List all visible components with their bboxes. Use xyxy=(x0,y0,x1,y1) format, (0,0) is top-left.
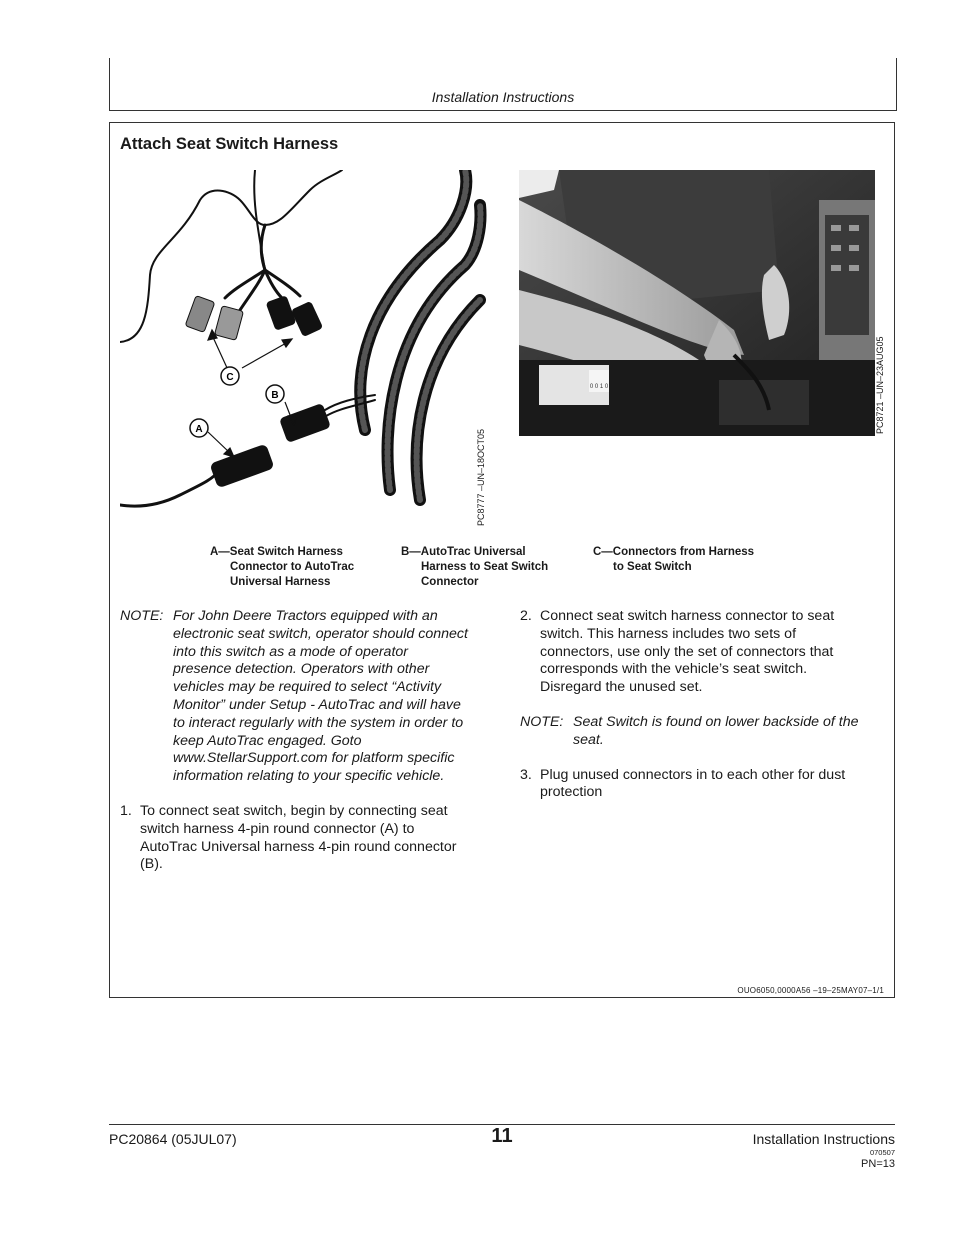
step-line: Connect seat switch harness connector to seat xyxy=(540,608,835,624)
note-line: For John Deere Tractors equipped with an xyxy=(173,608,438,624)
note-tag: NOTE: xyxy=(520,713,564,730)
connector-a xyxy=(209,444,274,489)
section-title: Attach Seat Switch Harness xyxy=(120,135,339,153)
header-title: Installation Instructions xyxy=(431,89,575,105)
step-body xyxy=(540,767,888,803)
step-body xyxy=(540,608,888,697)
footer-title: Installation Instructions xyxy=(752,1131,895,1147)
seat-photo xyxy=(519,170,875,436)
note-line: Seat Switch is found on lower backside of the xyxy=(573,713,859,730)
footer-publication: PC20864 (05JUL07) xyxy=(109,1131,237,1147)
page-header xyxy=(109,58,897,111)
note-tag: NOTE: xyxy=(120,608,164,624)
callout-c xyxy=(221,367,239,385)
legend-c xyxy=(593,545,754,575)
note-line: electronic seat switch, operator should connect xyxy=(173,625,468,642)
step-line: To connect seat switch, begin by connecting seat xyxy=(140,802,448,819)
callout-a xyxy=(190,419,208,437)
footer-code: 070507 xyxy=(869,1148,895,1157)
step-line: Plug unused connectors in to each other for dust xyxy=(540,766,846,783)
step-number: 1. xyxy=(120,802,132,819)
legend-c-label: C—Connectors from Harness xyxy=(593,546,755,558)
svg-text:C: C xyxy=(226,372,234,383)
legend-a-label: A—Seat Switch Harness xyxy=(210,546,343,558)
step-line: corresponds with the vehicle’s seat switch. xyxy=(540,661,808,678)
figure-right-id: PC8721 –UN–23AUG05 xyxy=(875,336,885,434)
photo-label-text: 0 0 1 0 xyxy=(589,384,609,390)
step-number: 2. xyxy=(520,608,532,624)
callout-b xyxy=(266,385,284,403)
note-line: presence detection. Operators with other xyxy=(173,661,430,678)
note-line: keep AutoTrac engaged. Goto xyxy=(173,732,362,749)
legend-a-line3: Universal Harness xyxy=(230,576,331,588)
svg-text:B: B xyxy=(271,390,279,401)
left-column xyxy=(120,608,500,874)
step-line: switch. This harness includes two sets of xyxy=(540,625,797,642)
document-reference: OUO6050,0000A56 –19–25MAY07–1/1 xyxy=(737,986,884,995)
step-line: switch harness 4-pin round connector (A) to xyxy=(140,820,415,837)
step-body xyxy=(140,803,500,874)
note-line: www.StellarSupport.com for platform specific xyxy=(173,750,455,767)
step-line: Disregard the unused set. xyxy=(540,679,703,696)
right-column xyxy=(520,608,888,802)
legend-a-line2: Connector to AutoTrac xyxy=(230,561,355,573)
footer-pn: PN=13 xyxy=(861,1158,895,1170)
legend-b-label: B—AutoTrac Universal xyxy=(401,546,526,558)
legend-b-line2: Harness to Seat Switch xyxy=(421,561,549,573)
svg-text:A: A xyxy=(195,424,203,435)
note-line: into this switch as a mode of operator xyxy=(173,643,409,660)
connector-c-group xyxy=(185,295,323,340)
connector-b xyxy=(279,403,331,443)
step-line: connectors, use only the set of connectors that xyxy=(540,643,834,660)
step-line: AutoTrac Universal harness 4-pin round connector xyxy=(140,838,457,855)
step-number: 3. xyxy=(520,766,532,783)
figure-left-id: PC8777 –UN–18OCT05 xyxy=(476,428,486,526)
legend-b xyxy=(401,545,548,590)
harness-figure xyxy=(120,170,490,530)
step-3 xyxy=(520,767,888,803)
note-line: information relating to your specific vehicle. xyxy=(173,768,445,785)
note-line: to interact regularly with the system in order to xyxy=(173,714,464,731)
note-line: seat. xyxy=(573,731,604,748)
step-line: protection xyxy=(540,784,603,801)
note-line: vehicles may be required to select “Activity xyxy=(173,679,442,696)
content-panel xyxy=(109,122,895,998)
step-2 xyxy=(520,608,888,697)
note-line: Monitor” under Setup - AutoTrac and will have xyxy=(173,696,461,713)
page-number: 11 xyxy=(491,1125,513,1147)
seat-photo-figure xyxy=(519,170,891,440)
note-body xyxy=(173,608,500,786)
step-1 xyxy=(120,803,500,874)
legend-a xyxy=(210,545,354,590)
legend-c-line2: to Seat Switch xyxy=(613,561,692,573)
note-seat-switch xyxy=(120,608,500,786)
harness-illustration xyxy=(120,170,490,530)
legend-b-line3: Connector xyxy=(421,576,479,588)
step-line: (B). xyxy=(140,856,163,873)
note-seat-location xyxy=(520,714,888,750)
note-body xyxy=(573,714,888,750)
